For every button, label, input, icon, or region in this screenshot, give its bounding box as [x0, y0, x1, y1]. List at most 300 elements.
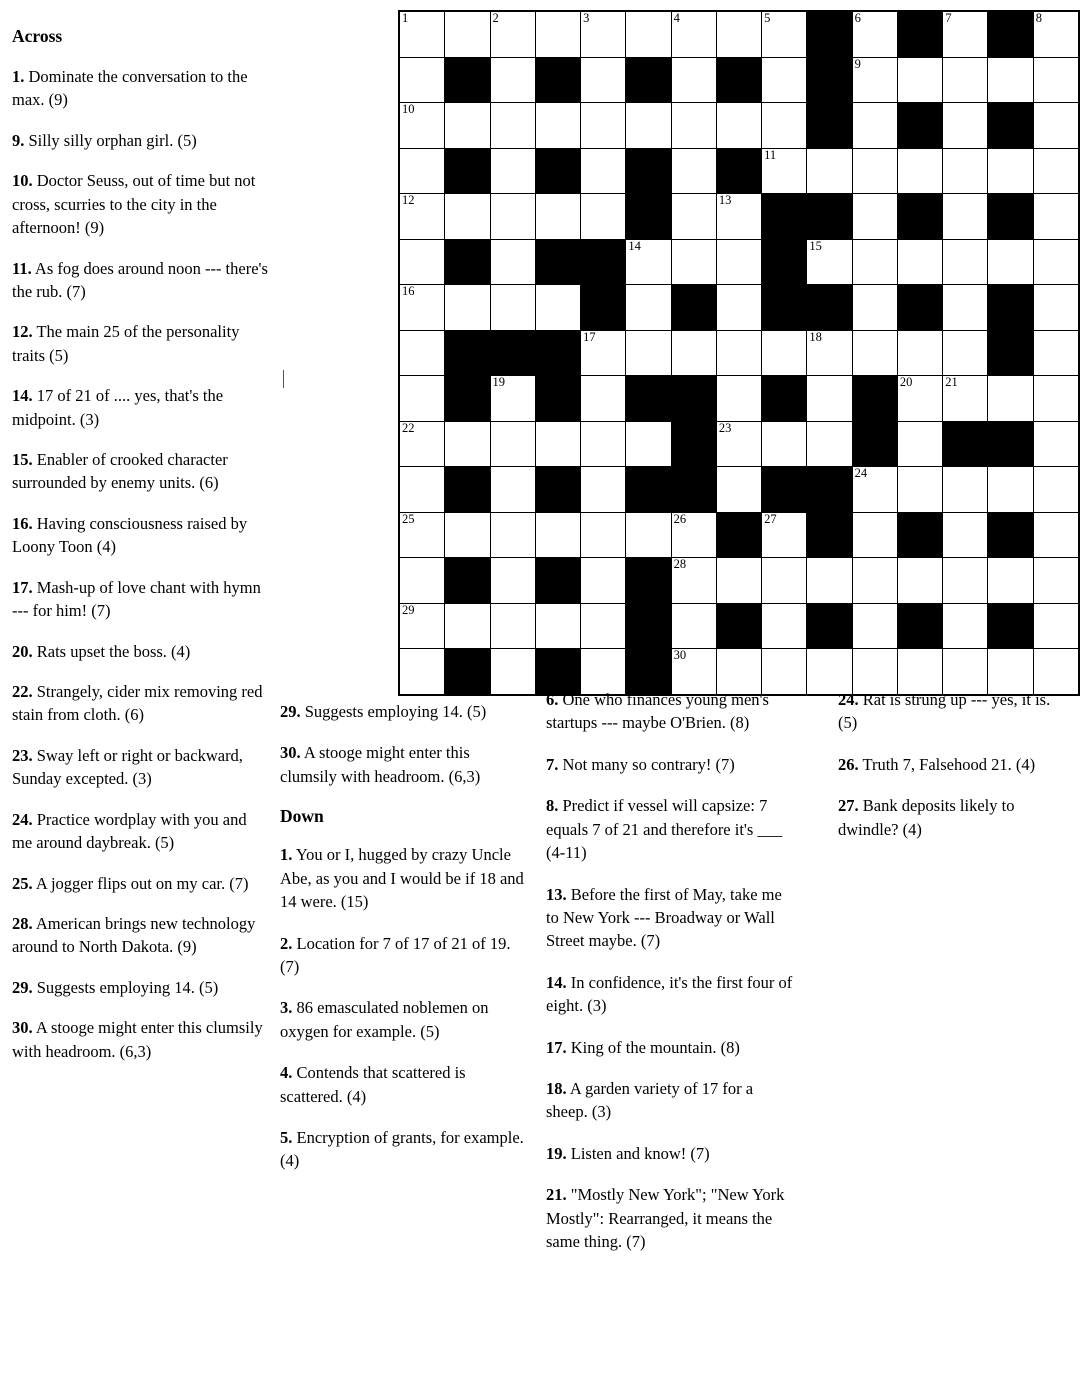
grid-cell-number: 28: [673, 557, 687, 571]
grid-cell[interactable]: [716, 467, 761, 513]
clue-number: 15.: [12, 450, 33, 470]
grid-cell[interactable]: [399, 103, 445, 149]
grid-cell[interactable]: [716, 285, 761, 331]
clue-text: Encryption of grants, for example. (4): [280, 1128, 524, 1171]
grid-cell[interactable]: [535, 285, 580, 331]
grid-cell[interactable]: [626, 512, 671, 558]
grid-cell[interactable]: [490, 57, 535, 103]
grid-cell[interactable]: [943, 239, 988, 285]
grid-row: [399, 603, 1079, 649]
grid-cell[interactable]: [807, 376, 852, 422]
grid-cell-block: [626, 148, 671, 194]
grid-row: [399, 467, 1079, 513]
grid-cell[interactable]: [671, 603, 716, 649]
grid-cell[interactable]: [581, 330, 626, 376]
grid-cell[interactable]: [671, 148, 716, 194]
grid-cell-block: [897, 285, 942, 331]
grid-cell[interactable]: [1033, 148, 1079, 194]
grid-cell-number: 20: [899, 375, 913, 389]
grid-cell-number: 9: [854, 56, 861, 71]
grid-row: [399, 512, 1079, 558]
grid-cell-number: 5: [764, 11, 771, 25]
grid-cell[interactable]: [762, 103, 807, 149]
grid-cell[interactable]: [581, 603, 626, 649]
grid-cell[interactable]: [399, 285, 445, 331]
grid-cell[interactable]: [671, 194, 716, 240]
grid-cell-block: [671, 467, 716, 513]
grid-cell[interactable]: [1033, 194, 1079, 240]
grid-cell-block: [988, 194, 1033, 240]
grid-cell[interactable]: [399, 467, 445, 513]
grid-cell-block: [762, 376, 807, 422]
clue-number: 10.: [12, 171, 33, 191]
grid-cell[interactable]: [399, 603, 445, 649]
grid-cell[interactable]: [399, 558, 445, 604]
clue-number: 14.: [12, 386, 33, 406]
grid-cell-number: 16: [402, 284, 415, 298]
clue-text: The main 25 of the personality traits (5): [12, 322, 240, 365]
grid-cell[interactable]: [762, 603, 807, 649]
grid-cell[interactable]: [626, 103, 671, 149]
grid-cell[interactable]: [807, 330, 852, 376]
clue-text: Listen and know! (7): [566, 1143, 710, 1163]
grid-cell[interactable]: [626, 421, 671, 467]
clue-text: Not many so contrary! (7): [558, 754, 735, 774]
grid-cell[interactable]: [581, 558, 626, 604]
clue-number: 18.: [546, 1079, 567, 1099]
grid-cell[interactable]: [852, 558, 897, 604]
grid-cell-block: [943, 421, 988, 467]
clue-number: 19.: [546, 1143, 567, 1163]
across-clue-25: [12, 872, 270, 895]
clue-number: 30.: [280, 743, 301, 763]
grid-cell[interactable]: [399, 11, 445, 57]
grid-cell[interactable]: [1033, 603, 1079, 649]
grid-cell-block: [626, 467, 671, 513]
clue-text: Enabler of crooked character surrounded by enemy units. (6): [12, 450, 228, 493]
grid-cell-number: 3: [583, 11, 590, 25]
grid-cell[interactable]: [943, 603, 988, 649]
grid-cell[interactable]: [581, 57, 626, 103]
grid-cell-number: 21: [945, 375, 958, 389]
grid-cell-number: 19: [492, 375, 506, 389]
grid-cell-block: [626, 57, 671, 103]
grid-cell[interactable]: [1033, 103, 1079, 149]
grid-cell[interactable]: [762, 330, 807, 376]
grid-cell[interactable]: [852, 239, 897, 285]
clue-text: Rats upset the boss. (4): [32, 641, 191, 661]
grid-cell-block: [445, 57, 490, 103]
grid-cell[interactable]: [943, 57, 988, 103]
clue-text: American brings new technology around to North Dakota. (9): [12, 913, 256, 957]
grid-cell[interactable]: [490, 103, 535, 149]
grid-cell[interactable]: [626, 285, 671, 331]
crossword-grid-table[interactable]: [398, 10, 1080, 696]
across-clues-continued: [280, 700, 525, 788]
grid-cell[interactable]: [762, 512, 807, 558]
grid-cell[interactable]: [852, 148, 897, 194]
grid-cell-block: [716, 148, 761, 194]
grid-cell[interactable]: [852, 467, 897, 513]
grid-cell[interactable]: [852, 603, 897, 649]
grid-row: [399, 239, 1079, 285]
grid-cell[interactable]: [671, 103, 716, 149]
grid-cell-block: [445, 239, 490, 285]
grid-cell-number: 4: [673, 11, 680, 25]
grid-cell[interactable]: [943, 467, 988, 513]
across-heading: Across: [12, 26, 63, 46]
grid-cell-number: 29: [402, 602, 415, 617]
grid-cell[interactable]: [943, 148, 988, 194]
clue-number: 6.: [546, 690, 559, 709]
clue-number: 8.: [546, 796, 559, 816]
grid-cell[interactable]: [1033, 467, 1079, 513]
clue-text: Predict if vessel will capsize: 7 equals 7 of 21 and therefore it's ___ (4-11): [546, 796, 783, 863]
grid-cell[interactable]: [445, 194, 490, 240]
grid-row: [399, 57, 1079, 103]
grid-cell[interactable]: [445, 512, 490, 558]
grid-cell[interactable]: [897, 376, 942, 422]
grid-cell-block: [988, 11, 1033, 57]
grid-cell[interactable]: [445, 421, 490, 467]
grid-row: [399, 285, 1079, 331]
grid-cell-number: 24: [854, 466, 868, 480]
clue-text: King of the mountain. (8): [566, 1037, 740, 1057]
grid-cell[interactable]: [897, 57, 942, 103]
grid-cell[interactable]: [716, 376, 761, 422]
clue-number: 23.: [12, 745, 33, 765]
grid-row: [399, 11, 1079, 57]
grid-cell[interactable]: [1033, 11, 1079, 57]
across-clue-cont-30: [280, 741, 525, 788]
grid-cell[interactable]: [988, 239, 1033, 285]
grid-cell[interactable]: [399, 148, 445, 194]
crossword-grid[interactable]: [398, 10, 1080, 696]
down-clue-list-one: [280, 843, 525, 1173]
grid-cell-block: [807, 57, 852, 103]
down-clue-list-two: [546, 688, 798, 1254]
grid-cell-block: [807, 11, 852, 57]
grid-cell[interactable]: [581, 11, 626, 57]
grid-cell[interactable]: [399, 421, 445, 467]
grid-cell[interactable]: [988, 467, 1033, 513]
grid-cell[interactable]: [581, 148, 626, 194]
grid-cell[interactable]: [399, 239, 445, 285]
grid-cell-number: 23: [718, 420, 732, 435]
grid-cell[interactable]: [716, 330, 761, 376]
clue-text: A stooge might enter this clumsily with headroom. (6,3): [12, 1018, 263, 1061]
grid-cell[interactable]: [671, 57, 716, 103]
down-clue-27: [838, 794, 1068, 841]
grid-cell-number: 8: [1035, 11, 1042, 25]
grid-cell[interactable]: [716, 194, 761, 240]
grid-cell[interactable]: [897, 330, 942, 376]
grid-cell[interactable]: [535, 512, 580, 558]
grid-cell-number: 27: [764, 511, 777, 526]
grid-cell[interactable]: [399, 194, 445, 240]
grid-cell-block: [716, 512, 761, 558]
grid-cell-block: [852, 376, 897, 422]
grid-cell[interactable]: [852, 512, 897, 558]
clue-number: 1.: [280, 845, 293, 865]
bottom-column-two: [546, 688, 798, 1272]
clue-text: A garden variety of 17 for a sheep. (3): [546, 1079, 754, 1122]
grid-cell[interactable]: [535, 603, 580, 649]
grid-cell[interactable]: [490, 512, 535, 558]
grid-cell[interactable]: [671, 558, 716, 604]
grid-cell-block: [988, 603, 1033, 649]
grid-cell[interactable]: [897, 558, 942, 604]
grid-cell[interactable]: [716, 421, 761, 467]
grid-row: [399, 148, 1079, 194]
grid-cell[interactable]: [671, 11, 716, 57]
grid-cell[interactable]: [807, 148, 852, 194]
grid-cell[interactable]: [807, 558, 852, 604]
grid-cell-block: [988, 512, 1033, 558]
down-clue-6: [546, 688, 798, 735]
grid-cell-number: 30: [673, 648, 687, 662]
grid-cell[interactable]: [490, 148, 535, 194]
grid-cell[interactable]: [1033, 558, 1079, 604]
grid-cell[interactable]: [490, 239, 535, 285]
grid-cell-block: [762, 285, 807, 331]
grid-cell[interactable]: [581, 194, 626, 240]
grid-cell[interactable]: [535, 103, 580, 149]
grid-cell[interactable]: [399, 376, 445, 422]
grid-cell[interactable]: [762, 57, 807, 103]
clue-text: Having consciousness raised by Loony Toon (4): [12, 513, 248, 557]
grid-cell[interactable]: [943, 330, 988, 376]
clue-text: "Mostly New York"; "New York Mostly": Rearranged, it means the same thing. (7): [546, 1185, 785, 1252]
grid-cell-block: [897, 103, 942, 149]
grid-cell-block: [897, 512, 942, 558]
grid-cell-block: [490, 330, 535, 376]
clue-number: 17.: [12, 577, 33, 597]
grid-cell-number: 2: [492, 11, 499, 25]
grid-cell[interactable]: [399, 57, 445, 103]
grid-cell-number: 7: [945, 11, 952, 25]
grid-cell[interactable]: [988, 376, 1033, 422]
clue-text: Location for 7 of 17 of 21 of 19. (7): [280, 933, 511, 976]
down-clue-14: [546, 971, 798, 1018]
clue-number: 29.: [12, 977, 33, 997]
clue-number: 7.: [546, 754, 559, 774]
clue-text: Before the first of May, take me to New York --- Broadway or Wall Street maybe. (7): [546, 884, 782, 951]
across-clue-14: [12, 384, 270, 431]
grid-cell-block: [535, 330, 580, 376]
grid-cell[interactable]: [581, 103, 626, 149]
down-clue-19: [546, 1142, 798, 1165]
grid-cell[interactable]: [852, 11, 897, 57]
grid-cell[interactable]: [1033, 376, 1079, 422]
across-clue-16: [12, 512, 270, 559]
grid-cell-block: [626, 603, 671, 649]
grid-cell[interactable]: [490, 603, 535, 649]
grid-cell[interactable]: [671, 239, 716, 285]
grid-cell-block: [626, 558, 671, 604]
grid-cell[interactable]: [897, 148, 942, 194]
grid-cell-block: [762, 194, 807, 240]
across-clue-1: [12, 65, 270, 112]
grid-cell-block: [762, 467, 807, 513]
down-clue-3: [280, 996, 525, 1043]
grid-cell-block: [762, 239, 807, 285]
grid-cell[interactable]: [1033, 512, 1079, 558]
grid-cell[interactable]: [1033, 285, 1079, 331]
clue-text: 86 emasculated noblemen on oxygen for example. (5): [280, 998, 489, 1041]
grid-cell[interactable]: [490, 11, 535, 57]
clue-number: 17.: [546, 1037, 567, 1057]
down-clue-13: [546, 883, 798, 953]
grid-cell[interactable]: [988, 148, 1033, 194]
grid-cell[interactable]: [671, 512, 716, 558]
grid-cell-block: [671, 376, 716, 422]
grid-cell[interactable]: [762, 421, 807, 467]
grid-cell[interactable]: [852, 285, 897, 331]
grid-cell[interactable]: [943, 194, 988, 240]
clue-number: 25.: [12, 873, 33, 893]
grid-cell-number: 12: [402, 193, 415, 207]
grid-cell[interactable]: [399, 512, 445, 558]
grid-cell[interactable]: [490, 194, 535, 240]
grid-cell-block: [445, 148, 490, 194]
grid-cell-block: [535, 239, 580, 285]
grid-cell[interactable]: [762, 11, 807, 57]
grid-cell-block: [535, 558, 580, 604]
clue-text: You or I, hugged by crazy Uncle Abe, as you and I would be if 18 and 14 were. (15): [280, 845, 524, 912]
grid-cell[interactable]: [943, 376, 988, 422]
grid-cell[interactable]: [988, 558, 1033, 604]
grid-cell-block: [535, 376, 580, 422]
clue-text: Dominate the conversation to the max. (9): [12, 67, 248, 110]
down-clue-1: [280, 843, 525, 913]
grid-cell[interactable]: [626, 239, 671, 285]
down-clue-7: [546, 753, 798, 776]
grid-cell[interactable]: [535, 194, 580, 240]
grid-cell[interactable]: [490, 649, 535, 695]
clue-text: A jogger flips out on my car. (7): [32, 873, 249, 893]
grid-cell-block: [445, 558, 490, 604]
grid-cell[interactable]: [535, 11, 580, 57]
grid-cell[interactable]: [852, 57, 897, 103]
grid-cell[interactable]: [943, 103, 988, 149]
grid-cell[interactable]: [626, 330, 671, 376]
grid-cell-block: [897, 11, 942, 57]
grid-cell-number: 1: [402, 11, 409, 25]
grid-cell-block: [581, 239, 626, 285]
grid-cell-block: [535, 148, 580, 194]
clue-number: 21.: [546, 1185, 567, 1205]
grid-cell[interactable]: [445, 285, 490, 331]
grid-cell[interactable]: [671, 330, 716, 376]
down-clue-24: [838, 688, 1068, 735]
grid-cell-block: [852, 421, 897, 467]
grid-cell[interactable]: [535, 421, 580, 467]
clue-number: 30.: [12, 1018, 33, 1038]
grid-cell[interactable]: [852, 194, 897, 240]
grid-cell[interactable]: [943, 512, 988, 558]
grid-cell-number: 22: [402, 420, 415, 435]
across-clue-22: [12, 680, 270, 727]
grid-cell[interactable]: [445, 11, 490, 57]
grid-cell[interactable]: [943, 11, 988, 57]
bottom-column-three: [838, 688, 1068, 859]
grid-cell[interactable]: [762, 558, 807, 604]
grid-cell[interactable]: [716, 103, 761, 149]
grid-cell-number: 13: [718, 193, 732, 207]
grid-cell[interactable]: [897, 467, 942, 513]
grid-cell-block: [535, 57, 580, 103]
grid-cell[interactable]: [716, 239, 761, 285]
grid-cell[interactable]: [626, 11, 671, 57]
grid-cell-block: [445, 649, 490, 695]
down-clue-21: [546, 1183, 798, 1253]
grid-cell[interactable]: [399, 330, 445, 376]
grid-cell[interactable]: [490, 376, 535, 422]
across-clue-24: [12, 808, 270, 855]
across-clue-11: [12, 257, 270, 304]
grid-cell[interactable]: [988, 57, 1033, 103]
clue-number: 13.: [546, 884, 567, 904]
grid-cell[interactable]: [581, 467, 626, 513]
clue-number: 20.: [12, 641, 33, 661]
clue-number: 26.: [838, 754, 859, 774]
clue-number: 27.: [838, 796, 859, 816]
clue-text: Suggests employing 14. (5): [32, 977, 219, 997]
grid-cell-block: [807, 603, 852, 649]
grid-cell[interactable]: [762, 148, 807, 194]
grid-cell[interactable]: [1033, 239, 1079, 285]
stray-tick-mark: [283, 370, 284, 388]
grid-row: [399, 421, 1079, 467]
grid-cell[interactable]: [1033, 421, 1079, 467]
grid-cell[interactable]: [445, 103, 490, 149]
grid-cell[interactable]: [943, 285, 988, 331]
grid-cell[interactable]: [490, 558, 535, 604]
grid-cell[interactable]: [581, 376, 626, 422]
grid-cell[interactable]: [852, 330, 897, 376]
grid-cell[interactable]: [490, 467, 535, 513]
grid-cell[interactable]: [1033, 57, 1079, 103]
across-clue-10: [12, 169, 270, 239]
grid-cell[interactable]: [490, 285, 535, 331]
grid-cell[interactable]: [581, 512, 626, 558]
down-clue-5: [280, 1126, 525, 1173]
grid-cell[interactable]: [490, 421, 535, 467]
grid-cell[interactable]: [445, 603, 490, 649]
grid-cell[interactable]: [716, 11, 761, 57]
grid-cell-block: [535, 467, 580, 513]
grid-row: [399, 103, 1079, 149]
clue-text: Truth 7, Falsehood 21. (4): [858, 754, 1036, 774]
grid-cell[interactable]: [807, 239, 852, 285]
clue-text: As fog does around noon --- there's the rub. (7): [12, 258, 268, 301]
grid-row: [399, 194, 1079, 240]
across-clue-17: [12, 576, 270, 623]
grid-cell[interactable]: [1033, 330, 1079, 376]
grid-cell[interactable]: [897, 421, 942, 467]
grid-cell[interactable]: [852, 103, 897, 149]
grid-cell[interactable]: [581, 421, 626, 467]
grid-cell[interactable]: [399, 649, 445, 695]
grid-cell[interactable]: [943, 558, 988, 604]
across-clue-9: [12, 129, 270, 152]
grid-cell[interactable]: [897, 239, 942, 285]
grid-cell-block: [716, 603, 761, 649]
grid-cell[interactable]: [807, 421, 852, 467]
grid-cell[interactable]: [716, 558, 761, 604]
grid-cell-block: [445, 467, 490, 513]
